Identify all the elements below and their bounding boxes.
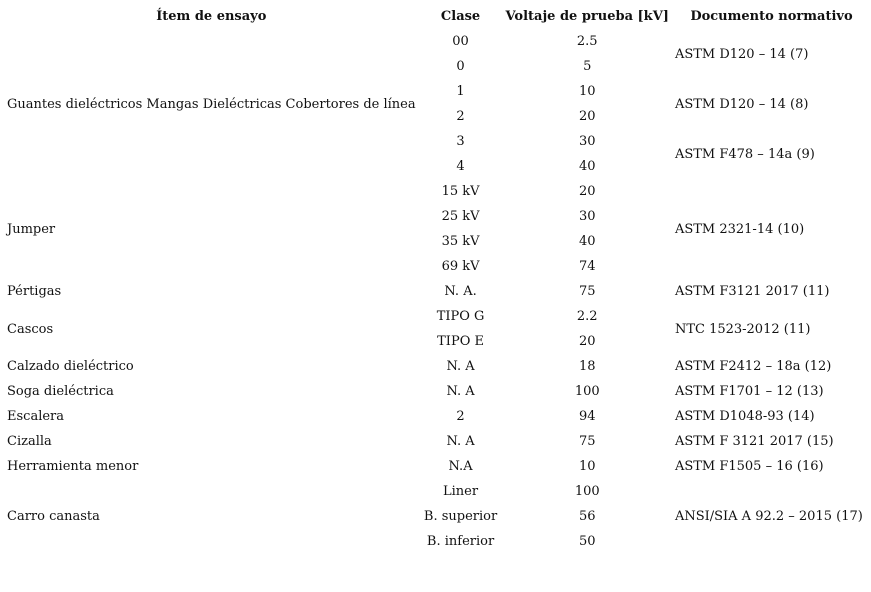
class-cell: 00 (452, 34, 469, 49)
voltage-cell: 10 (578, 459, 596, 474)
header-item: Ítem de ensayo (156, 9, 267, 24)
document-cell: ASTM D120 – 14 (8) (674, 96, 809, 112)
voltage-cell: 5 (583, 59, 592, 74)
class-cell: 4 (456, 159, 465, 174)
voltage-cell: 74 (578, 259, 596, 274)
class-cell: 15 kV (441, 184, 480, 199)
header-voltaje: Voltaje de prueba [kV] (505, 9, 669, 24)
table-row (4, 379, 871, 404)
document-cell: ASTM D120 – 14 (7) (674, 46, 809, 62)
voltage-cell: 2.5 (576, 34, 598, 49)
voltage-cell: 10 (578, 84, 596, 99)
item-cell: Soga dieléctrica (7, 384, 114, 399)
class-cell: N. A (446, 359, 475, 374)
document-cell: ASTM F478 – 14a (9) (674, 146, 815, 162)
voltage-cell: 2.2 (576, 309, 598, 324)
class-cell: N. A (446, 384, 475, 399)
voltage-cell: 75 (578, 434, 596, 449)
class-cell: Liner (443, 484, 479, 499)
table-row (4, 29, 871, 54)
class-cell: N. A. (444, 284, 477, 299)
test-standards-table (4, 4, 871, 554)
table-row (4, 279, 871, 304)
document-cell: ASTM F 3121 2017 (15) (674, 434, 834, 449)
class-cell: 1 (456, 84, 465, 99)
header-documento: Documento normativo (690, 9, 853, 24)
document-cell: ASTM 2321-14 (10) (674, 221, 805, 237)
table-row (4, 304, 871, 329)
voltage-cell: 100 (574, 484, 600, 499)
class-cell: 35 kV (441, 234, 480, 249)
class-cell: B. superior (423, 509, 498, 524)
voltage-cell: 20 (578, 109, 596, 124)
class-cell: B. inferior (426, 534, 495, 549)
table-row (4, 404, 871, 429)
document-cell: ASTM F1505 – 16 (16) (674, 459, 824, 474)
document-cell: ANSI/SIA A 92.2 – 2015 (17) (674, 509, 863, 524)
class-cell: N. A (446, 434, 475, 449)
table-row (4, 354, 871, 379)
document-cell: ASTM D1048-93 (14) (674, 409, 815, 424)
voltage-cell: 40 (578, 234, 596, 249)
voltage-cell: 75 (578, 284, 596, 299)
voltage-cell: 100 (574, 384, 600, 399)
voltage-cell: 18 (578, 359, 596, 374)
class-cell: 69 kV (441, 259, 480, 274)
table-row (4, 454, 871, 479)
class-cell: TIPO E (437, 334, 484, 349)
table-row (4, 179, 871, 204)
item-cell: Herramienta menor (7, 459, 139, 474)
voltage-cell: 50 (578, 534, 596, 549)
class-cell: 25 kV (441, 209, 480, 224)
voltage-cell: 20 (578, 334, 596, 349)
item-cell: Cizalla (7, 434, 52, 449)
table-row (4, 479, 871, 504)
item-cell: Pértigas (7, 284, 62, 299)
voltage-cell: 56 (578, 509, 596, 524)
document-cell: NTC 1523-2012 (11) (674, 321, 811, 337)
header-row (4, 4, 871, 29)
item-cell: Calzado dieléctrico (7, 359, 134, 374)
class-cell: N.A (448, 459, 473, 474)
document-cell: ASTM F1701 – 12 (13) (674, 384, 824, 399)
class-cell: 3 (456, 134, 465, 149)
class-cell: TIPO G (436, 309, 485, 324)
class-cell: 0 (456, 59, 465, 74)
table-row (4, 429, 871, 454)
document-cell: ASTM F2412 – 18a (12) (674, 359, 832, 374)
header-clase: Clase (440, 9, 481, 24)
voltage-cell: 30 (578, 134, 596, 149)
item-cell: Jumper (7, 221, 56, 237)
item-cell: Escalera (7, 409, 65, 424)
item-cell: Carro canasta (7, 509, 100, 524)
class-cell: 2 (456, 409, 465, 424)
voltage-cell: 30 (578, 209, 596, 224)
voltage-cell: 94 (578, 409, 596, 424)
item-cell: Cascos (7, 321, 54, 337)
voltage-cell: 40 (578, 159, 596, 174)
document-cell: ASTM F3121 2017 (11) (674, 284, 830, 299)
item-cell: Guantes dieléctricos Mangas Dieléctricas Cobertores de línea (7, 96, 416, 112)
class-cell: 2 (456, 109, 465, 124)
voltage-cell: 20 (578, 184, 596, 199)
